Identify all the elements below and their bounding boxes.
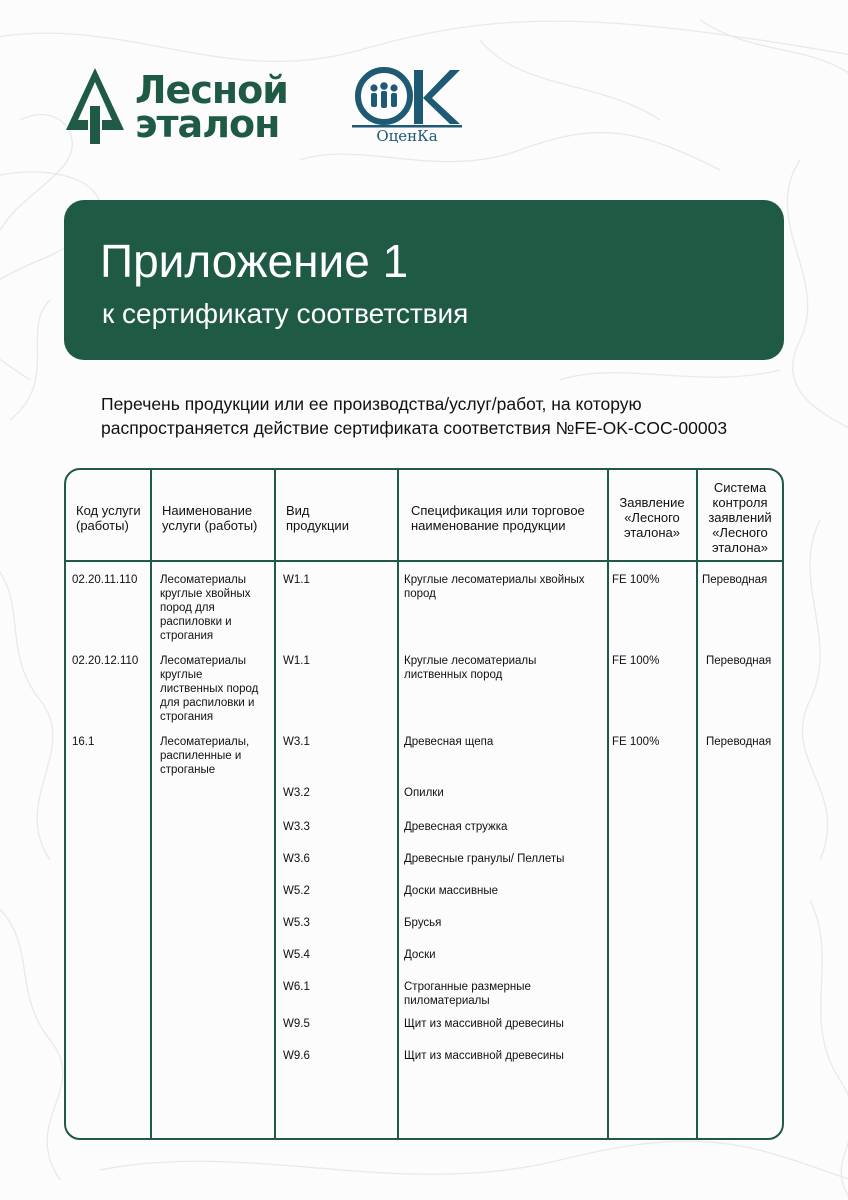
intro-text bbox=[101, 392, 801, 440]
title-banner bbox=[64, 200, 784, 360]
cell-spec: Древесная щепа bbox=[404, 736, 494, 748]
cell-system: Переводная bbox=[706, 736, 772, 748]
cell-type: W6.1 bbox=[283, 981, 310, 993]
column-divider bbox=[696, 468, 698, 1140]
cell-spec: Древесная стружка bbox=[404, 821, 508, 833]
cell-system: Переводная bbox=[706, 655, 772, 667]
intro-line-1: Перечень продукции или ее производства/услуг/работ, на которую bbox=[101, 394, 642, 414]
cell-type: W5.3 bbox=[283, 917, 310, 929]
cell-type: W3.1 bbox=[283, 736, 310, 748]
cell-spec: Опилки bbox=[404, 787, 444, 799]
cell-type: W3.3 bbox=[283, 821, 310, 833]
cell-type: W1.1 bbox=[283, 655, 310, 667]
header-type: Вид продукции bbox=[286, 503, 349, 533]
cell-claim: FE 100% bbox=[612, 574, 660, 586]
tree-icon bbox=[64, 66, 126, 146]
cell-name: Лесоматериалы круглые лиственных пород для распиловки и строгания bbox=[160, 655, 259, 723]
cell-name: Лесоматериалы, распиленные и строганые bbox=[160, 736, 250, 776]
cell-spec: Круглые лесоматериалы лиственных пород bbox=[404, 655, 537, 681]
column-divider bbox=[607, 468, 609, 1140]
header-name: Наименование услуги (работы) bbox=[162, 503, 258, 533]
banner-title: Приложение 1 bbox=[100, 235, 409, 287]
ok-caption: ОценКа bbox=[376, 127, 438, 145]
products-table bbox=[64, 468, 784, 1140]
otsenka-logo bbox=[352, 66, 464, 154]
cell-type: W9.6 bbox=[283, 1050, 310, 1062]
cell-type: W3.6 bbox=[283, 853, 310, 865]
ok-mark-icon bbox=[352, 66, 464, 128]
logo-text-line1: Лесной bbox=[135, 68, 288, 112]
cell-name: Лесоматериалы круглые хвойных пород для распиловки и строгания bbox=[160, 574, 251, 642]
header-divider bbox=[64, 560, 784, 562]
cell-spec: Строганные размерные пиломатериалы bbox=[404, 981, 531, 1007]
banner-subtitle: к сертификату соответствия bbox=[102, 298, 469, 329]
cell-spec: Доски bbox=[404, 949, 436, 961]
cell-claim: FE 100% bbox=[612, 736, 660, 748]
cell-code: 02.20.11.110 bbox=[72, 574, 138, 586]
column-divider bbox=[150, 468, 152, 1140]
cell-code: 02.20.12.110 bbox=[72, 655, 139, 667]
cell-type: W5.4 bbox=[283, 949, 310, 961]
cell-spec: Брусья bbox=[404, 917, 442, 929]
cell-spec: Щит из массивной древесины bbox=[404, 1018, 564, 1030]
column-divider bbox=[397, 468, 399, 1140]
header-spec: Спецификация или торговое наименование продукции bbox=[411, 503, 585, 533]
cell-type: W1.1 bbox=[283, 574, 310, 586]
cell-system: Переводная bbox=[702, 574, 768, 586]
header-claim: Заявление «Лесного эталона» bbox=[619, 495, 685, 540]
cell-type: W3.2 bbox=[283, 787, 310, 799]
lesnoy-etalon-logo bbox=[64, 66, 304, 146]
cell-type: W5.2 bbox=[283, 885, 310, 897]
cell-code: 16.1 bbox=[72, 736, 95, 748]
cell-spec: Доски массивные bbox=[404, 885, 499, 897]
cell-spec: Щит из массивной древесины bbox=[404, 1050, 564, 1062]
header-system: Система контроля заявлений «Лесного эталона» bbox=[708, 480, 772, 555]
logo-text-line2: эталон bbox=[135, 102, 280, 146]
intro-line-2: распространяется действие сертификата соответствия №FE-OK-COC-00003 bbox=[101, 418, 728, 438]
cell-type: W9.5 bbox=[283, 1018, 310, 1030]
cell-claim: FE 100% bbox=[612, 655, 660, 667]
cell-spec: Древесные гранулы/ Пеллеты bbox=[404, 853, 565, 865]
header-code: Код услуги (работы) bbox=[76, 503, 141, 533]
column-divider bbox=[274, 468, 276, 1140]
cell-spec: Круглые лесоматериалы хвойных пород bbox=[404, 574, 585, 600]
